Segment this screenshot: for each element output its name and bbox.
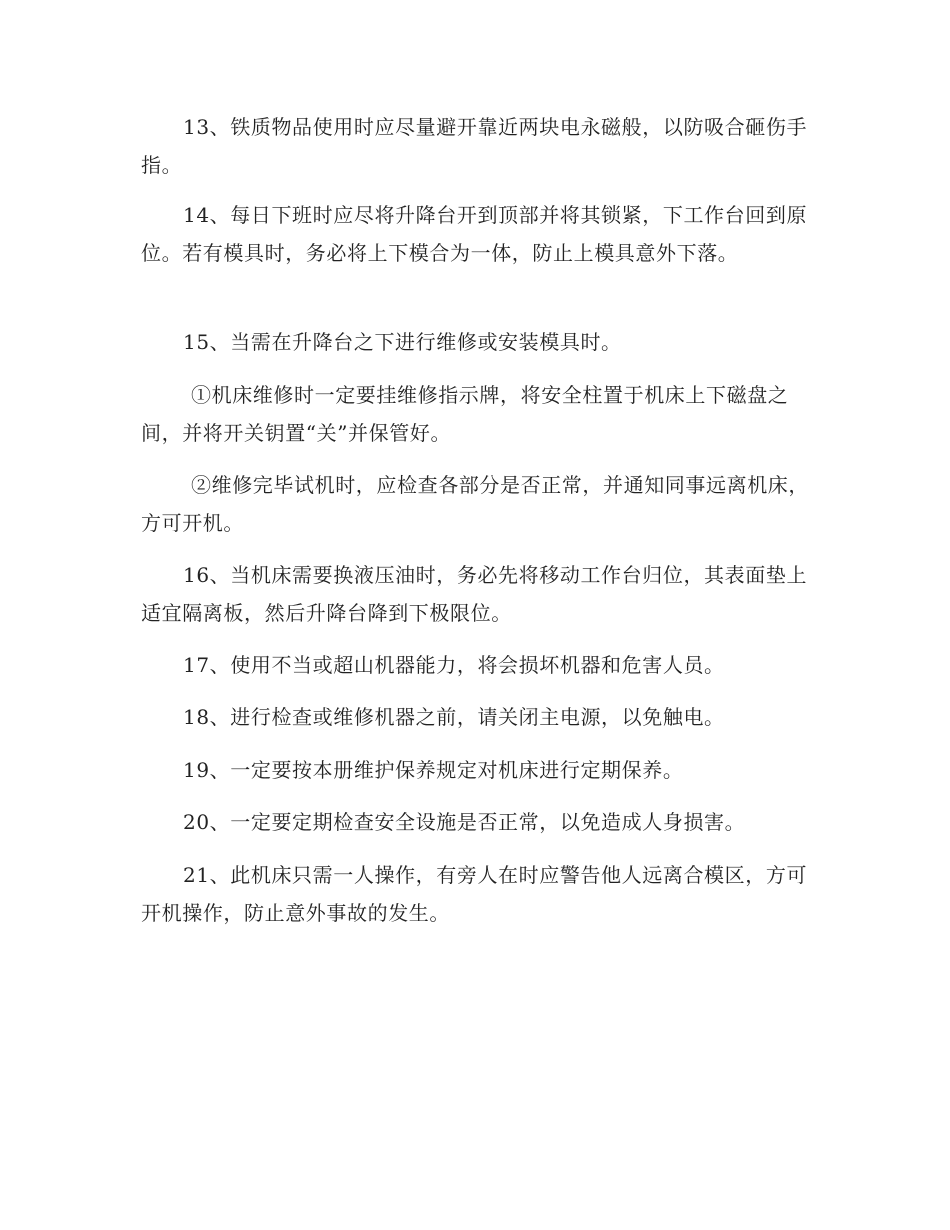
paragraph-item-18: 18、进行检查或维修机器之前，请关闭主电源，以免触电。 — [183, 705, 725, 729]
paragraph-item-19: 19、一定要按本册维护保养规定对机床进行定期保养。 — [183, 758, 684, 782]
paragraph-subitem-1: ①机床维修时一定要挂维修指示牌，将安全柱置于机床上下磁盘之间，并将开关钥置“关”并保管好。 — [141, 383, 789, 445]
paragraph-item-13: 13、铁质物品使用时应尽量避开靠近两块电永磁般，以防吸合砸伤手指。 — [141, 115, 808, 177]
paragraph-item-17: 17、使用不当或超山机器能力，将会损坏机器和危害人员。 — [183, 653, 725, 677]
paragraph-item-21: 21、此机床只需一人操作，有旁人在时应警告他人远离合模区，方可开机操作，防止意外事故的发生。 — [141, 863, 808, 925]
paragraph-item-20: 20、一定要定期检查安全设施是否正常，以免造成人身损害。 — [183, 810, 746, 834]
paragraph-item-14: 14、每日下班时应尽将升降台开到顶部并将其锁紧，下工作台回到原位。若有模具时，务必将上下模合为一体，防止上模具意外下落。 — [141, 203, 808, 265]
paragraph-item-16: 16、当机床需要换液压油时，务必先将移动工作台归位，其表面垫上适宜隔离板，然后升降台降到下极限位。 — [141, 563, 808, 625]
paragraph-item-15: 15、当需在升降台之下进行维修或安装模具时。 — [183, 330, 622, 354]
paragraph-subitem-2: ②维修完毕试机时，应检查各部分是否正常，并通知同事远离机床，方可开机。 — [141, 473, 809, 535]
